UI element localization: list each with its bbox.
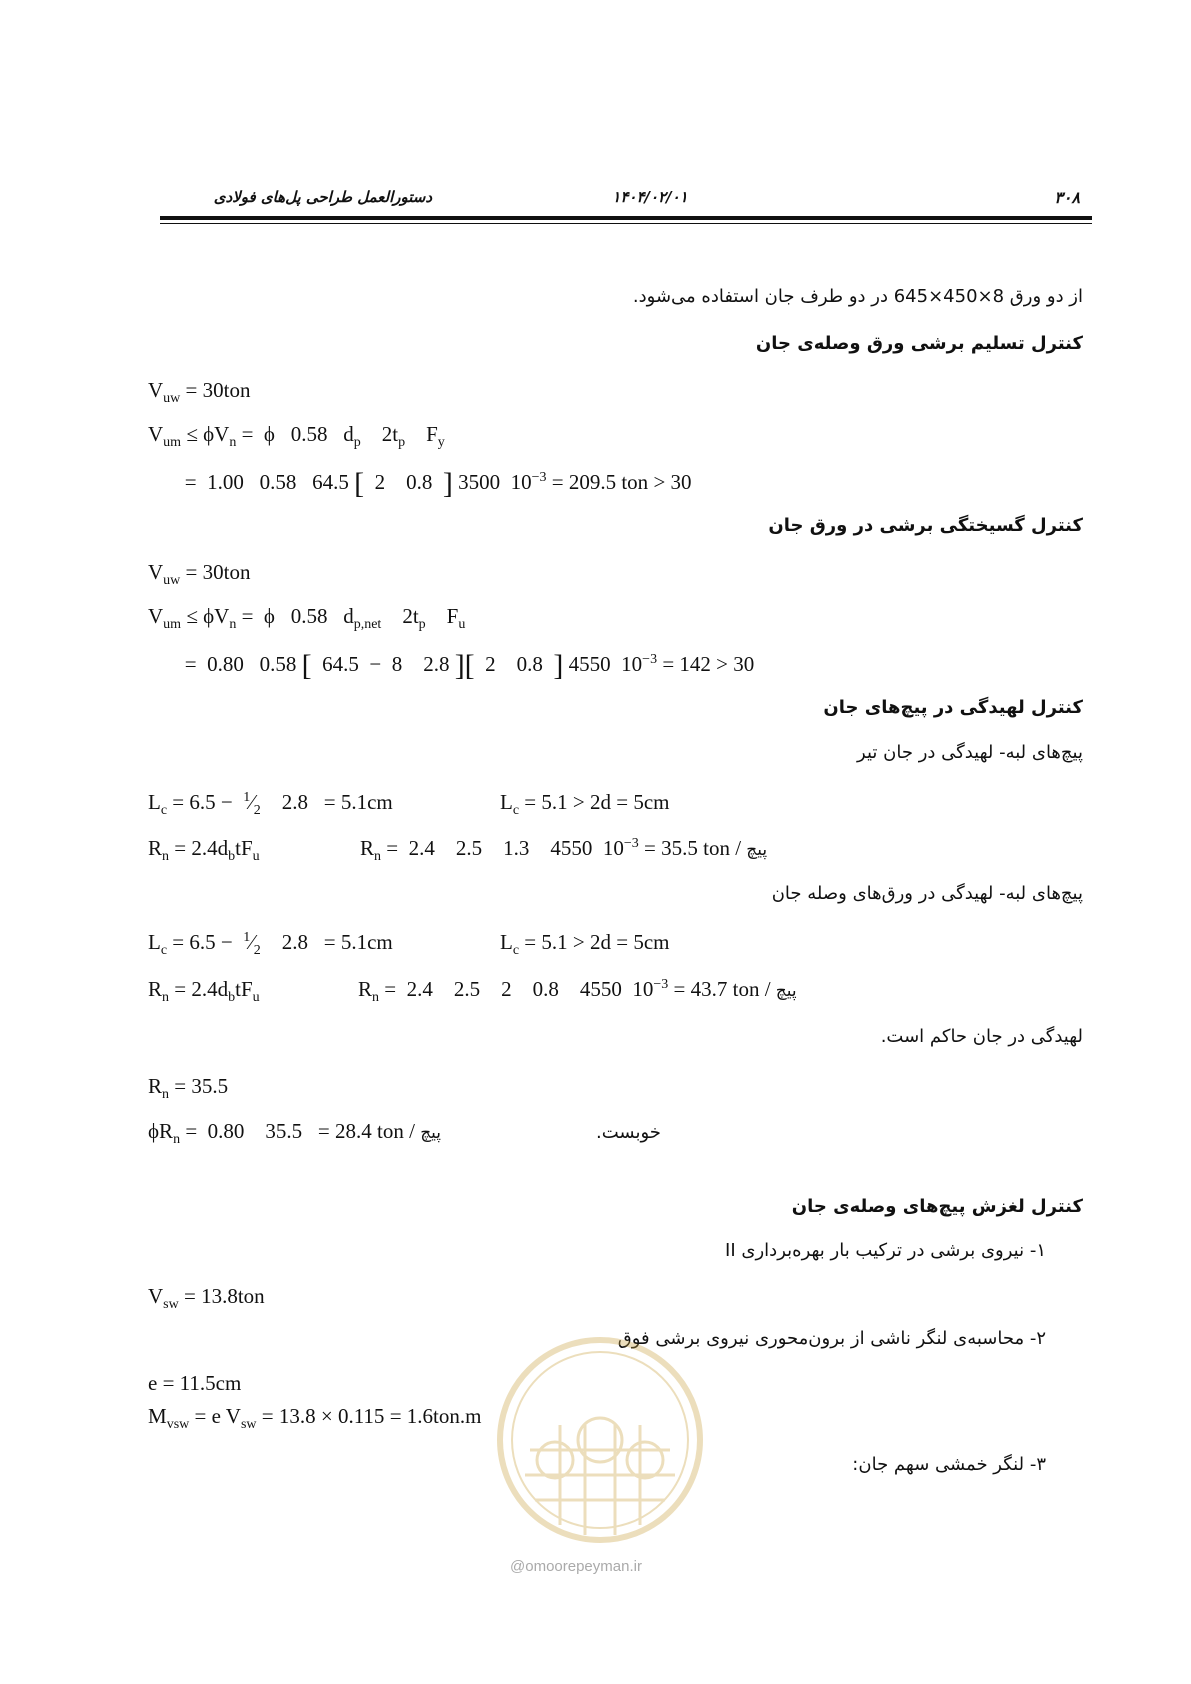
eq-vum-1-eval: = 1.00 0.58 64.5 [ 2 0.8 ] 3500 $10^{-3} = 209.5$ ton > 30 bbox=[148, 467, 692, 500]
section-heading-shear-rupture: کنترل گسیختگی برشی در ورق جان bbox=[768, 515, 1083, 536]
subheading-edge-bolts-splice-plates: پیچ‌های لبه- لهیدگی در ورق‌های وصله جان bbox=[771, 883, 1083, 904]
header-rule-thick bbox=[160, 216, 1092, 220]
eq-vum-2-eval: = 0.80 0.58 [ 64.5 − 8 2.8 ][ 2 0.8 ] 4550 $10^{-3} = 142 > 30$ bbox=[148, 649, 755, 682]
eq-rn-eval-2: $R_n = 2.4$ 2.5 2 0.8 4550 $10^{-3} = 43.7$ ton / پیچ bbox=[358, 977, 797, 1005]
list-item-1: ۱- نیروی برشی در ترکیب بار بهره‌برداری II bbox=[725, 1240, 1046, 1261]
conclusion-web-governs: لهیدگی در جان حاکم است. bbox=[880, 1026, 1083, 1047]
eq-vuw-1: $V_{uw} = 30ton$ bbox=[148, 378, 251, 406]
running-header-title: دستورالعمل طراحی پل‌های فولادی bbox=[213, 188, 432, 206]
watermark-seal bbox=[490, 1330, 710, 1550]
eq-phi-rn: $\phi R_n = 0.80$ 35.5 = 28.4 ton / پیچ bbox=[148, 1119, 442, 1147]
eq-lc-1: $L_c = 6.5$ − $^1⁄_2$ 2.8 = 5.1cm bbox=[148, 790, 393, 818]
eq-rn-value: $R_n = 35.5$ bbox=[148, 1074, 229, 1102]
eq-rn-formula-1: $R_n = 2.4d_btF_u$ bbox=[148, 836, 260, 864]
section-heading-shear-yield: کنترل تسلیم برشی ورق وصله‌ی جان bbox=[755, 333, 1083, 354]
eq-vuw-2: $V_{uw} = 30ton$ bbox=[148, 560, 251, 588]
page-number: ۳۰۸ bbox=[1054, 188, 1080, 207]
watermark-url: @omoorepeyman.ir bbox=[510, 1558, 642, 1575]
eq-eccentricity: e = 11.5cm bbox=[148, 1371, 242, 1395]
list-item-2: ۲- محاسبه‌ی لنگر ناشی از برون‌محوری نیروی برشی فوق bbox=[617, 1328, 1046, 1349]
eq-lc-check-1: $L_c = 5.1 > 2d = 5cm$ bbox=[500, 790, 670, 818]
eq-vum-1: $V_{um} \le \phi V_n = \phi$ 0.58 $d_p$ $2t_p$ $F_y$ bbox=[148, 422, 445, 450]
eq-vsw: $V_{sw} = 13.8ton$ bbox=[148, 1284, 265, 1312]
running-header-date: ۱۴۰۴/۰۲/۰۱ bbox=[612, 188, 688, 206]
section-heading-slip: کنترل لغزش پیچ‌های وصله‌ی جان bbox=[791, 1196, 1083, 1217]
eq-lc-check-2: $L_c = 5.1 > 2d = 5cm$ bbox=[500, 930, 670, 958]
intro-text: از دو ورق 8×450×645 در دو طرف جان استفاده می‌شود. bbox=[632, 286, 1083, 307]
subheading-edge-bolts-beam-web: پیچ‌های لبه- لهیدگی در جان تیر bbox=[857, 742, 1083, 763]
list-item-3: ۳- لنگر خمشی سهم جان: bbox=[852, 1454, 1046, 1475]
header-rule-thin bbox=[160, 223, 1092, 224]
eq-rn-formula-2: $R_n = 2.4d_btF_u$ bbox=[148, 977, 260, 1005]
eq-moment: $M_{vsw} = e$ $V_{sw} = 13.8 \times 0.115 = 1.6ton.m$ bbox=[148, 1404, 482, 1432]
eq-vum-2: $V_{um} \le \phi V_n = \phi$ 0.58 $d_{p,net}$ $2t_p$ $F_u$ bbox=[148, 604, 466, 632]
eq-lc-2: $L_c = 6.5$ − $^1⁄_2$ 2.8 = 5.1cm bbox=[148, 930, 393, 958]
eq-rn-eval-1: $R_n = 2.4$ 2.5 1.3 4550 $10^{-3} = 35.5$ ton / پیچ bbox=[360, 836, 768, 864]
ok-note: خوبست. bbox=[596, 1122, 661, 1143]
section-heading-bearing: کنترل لهیدگی در پیچ‌های جان bbox=[823, 697, 1083, 718]
